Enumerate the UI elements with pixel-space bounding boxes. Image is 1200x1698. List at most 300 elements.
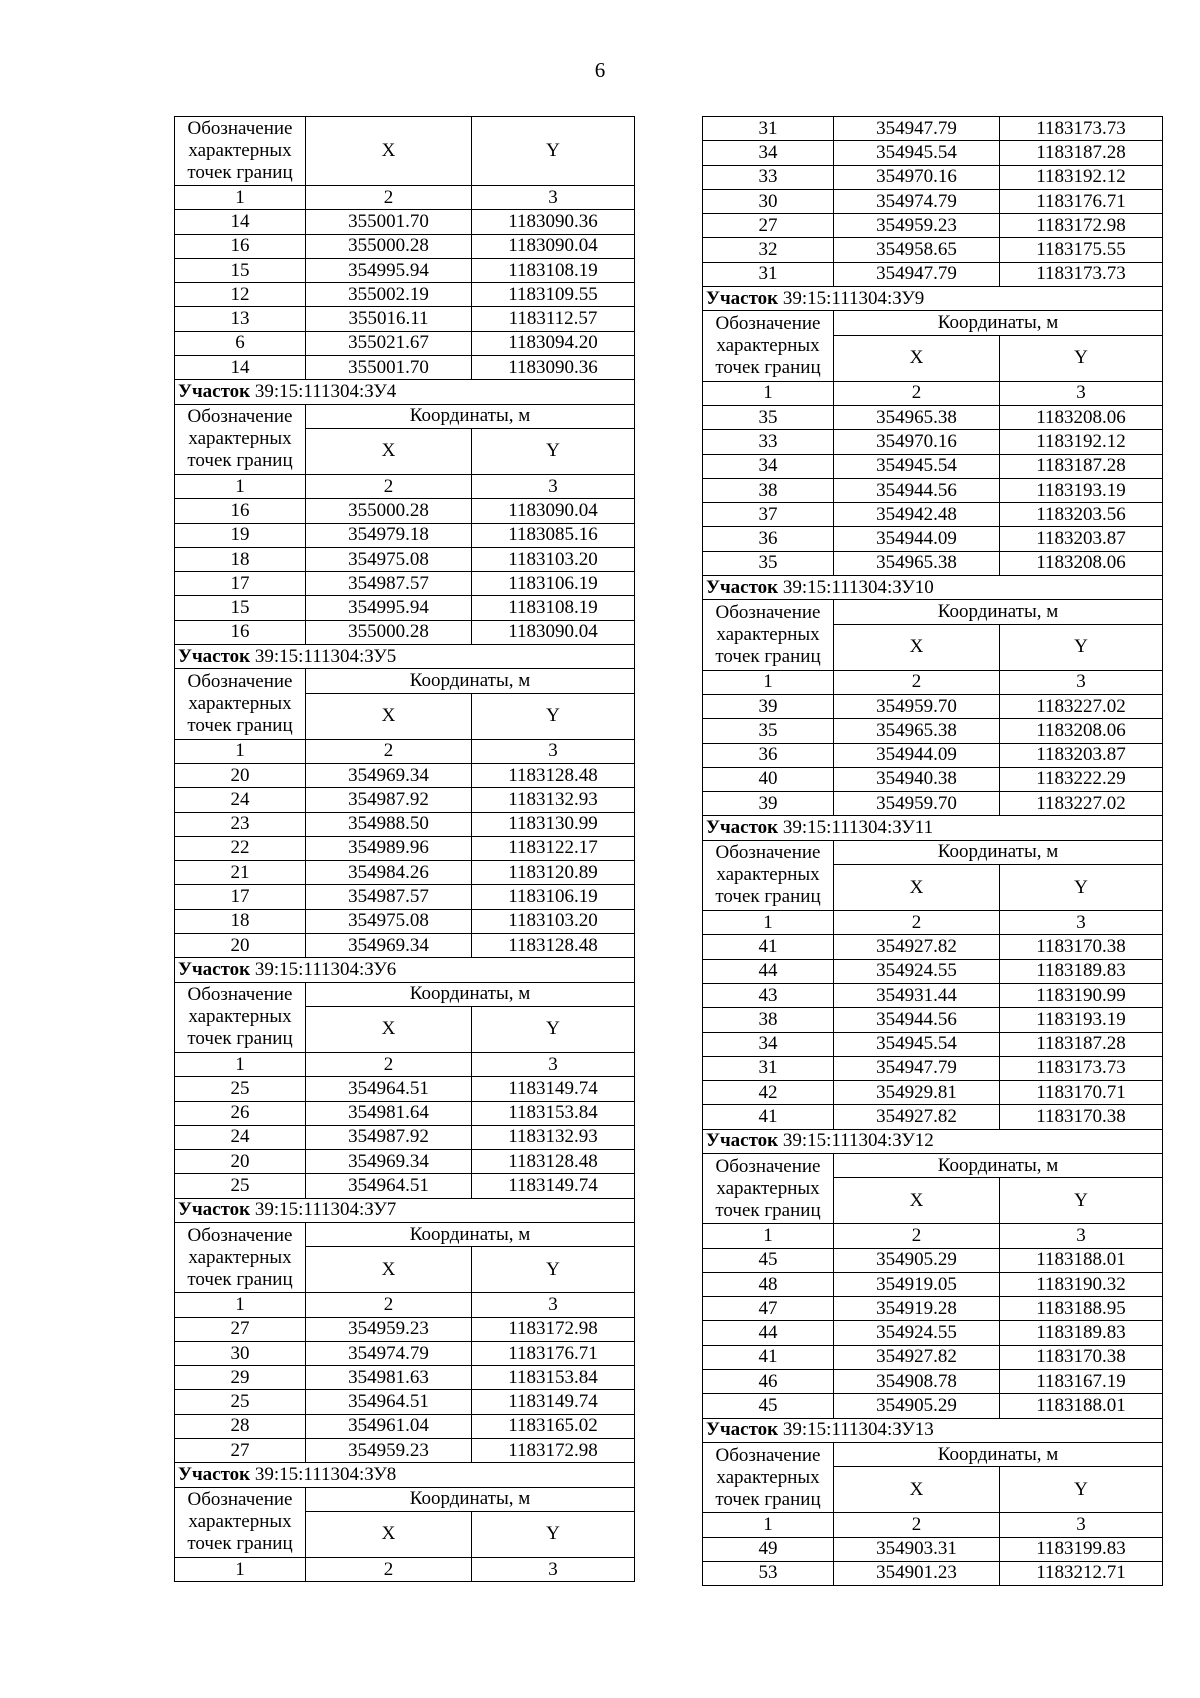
table-row xyxy=(175,1341,635,1365)
point-number: 31 xyxy=(703,262,834,286)
point-number: 33 xyxy=(703,165,834,189)
section-title xyxy=(703,576,1163,600)
x-coordinate: 354969.34 xyxy=(306,934,472,958)
table-row xyxy=(703,792,1163,816)
column-number-row xyxy=(175,474,635,498)
y-coordinate: 1183203.87 xyxy=(1000,743,1163,767)
x-coordinate: 354995.94 xyxy=(306,258,472,282)
point-number: 29 xyxy=(175,1366,306,1390)
designation-header: Обозначение характерных точек границ xyxy=(703,1153,834,1223)
section-title xyxy=(703,1418,1163,1442)
table-row xyxy=(703,1561,1163,1585)
x-coordinate: 355016.11 xyxy=(306,307,472,331)
x-coordinate: 354970.16 xyxy=(834,430,1000,454)
point-number: 19 xyxy=(175,523,306,547)
x-coordinate: 354964.51 xyxy=(306,1390,472,1414)
header-row xyxy=(703,1153,1163,1177)
header-row xyxy=(703,1442,1163,1466)
y-coordinate: 1183203.56 xyxy=(1000,503,1163,527)
x-header: X xyxy=(306,1247,472,1293)
column-number: 2 xyxy=(306,474,472,498)
column-number: 3 xyxy=(1000,1513,1163,1537)
point-number: 20 xyxy=(175,1150,306,1174)
point-number: 44 xyxy=(703,959,834,983)
x-coordinate: 354905.29 xyxy=(834,1394,1000,1418)
point-number: 40 xyxy=(703,767,834,791)
table-row xyxy=(175,788,635,812)
y-coordinate: 1183106.19 xyxy=(472,572,635,596)
y-coordinate: 1183167.19 xyxy=(1000,1370,1163,1394)
page-number: 6 xyxy=(594,58,606,82)
section-id: 39:15:111304:ЗУ8 xyxy=(254,1464,397,1485)
column-number-row xyxy=(703,1513,1163,1537)
column-number: 3 xyxy=(472,739,635,763)
coords-header: Координаты, м xyxy=(306,669,635,693)
column-number-row xyxy=(175,186,635,210)
x-coordinate: 354974.79 xyxy=(306,1341,472,1365)
y-coordinate: 1183170.38 xyxy=(1000,1345,1163,1369)
y-header: Y xyxy=(472,1247,635,1293)
column-number: 3 xyxy=(472,474,635,498)
x-coordinate: 355000.28 xyxy=(306,499,472,523)
point-number: 16 xyxy=(175,234,306,258)
y-coordinate: 1183165.02 xyxy=(472,1414,635,1438)
y-coordinate: 1183085.16 xyxy=(472,523,635,547)
table-row xyxy=(175,523,635,547)
point-number: 39 xyxy=(703,792,834,816)
y-coordinate: 1183187.28 xyxy=(1000,454,1163,478)
table-row xyxy=(175,1125,635,1149)
x-coordinate: 354987.92 xyxy=(306,1125,472,1149)
column-number: 2 xyxy=(306,1052,472,1076)
designation-header: Обозначение характерных точек границ xyxy=(175,669,306,739)
coords-header: Координаты, м xyxy=(306,1487,635,1511)
table-row xyxy=(175,307,635,331)
y-coordinate: 1183112.57 xyxy=(472,307,635,331)
designation-header: Обозначение характерных точек границ xyxy=(175,982,306,1052)
coords-header: Координаты, м xyxy=(306,404,635,428)
point-number: 15 xyxy=(175,596,306,620)
table-row xyxy=(703,478,1163,502)
x-coordinate: 354981.63 xyxy=(306,1366,472,1390)
section-word: Участок xyxy=(706,1419,779,1441)
section-word: Участок xyxy=(706,1130,779,1152)
section-id: 39:15:111304:ЗУ11 xyxy=(782,817,934,839)
x-coordinate: 354959.23 xyxy=(306,1317,472,1341)
section-id: 39:15:111304:ЗУ4 xyxy=(254,381,397,403)
point-number: 45 xyxy=(703,1248,834,1272)
column-number: 3 xyxy=(472,186,635,210)
point-number: 39 xyxy=(703,694,834,718)
column-number: 2 xyxy=(834,1513,1000,1537)
table-row xyxy=(175,909,635,933)
x-coordinate: 354927.82 xyxy=(834,1105,1000,1129)
point-number: 25 xyxy=(175,1390,306,1414)
point-number: 48 xyxy=(703,1272,834,1296)
y-coordinate: 1183103.20 xyxy=(472,547,635,571)
y-coordinate: 1183109.55 xyxy=(472,283,635,307)
x-coordinate: 354940.38 xyxy=(834,767,1000,791)
y-coordinate: 1183173.73 xyxy=(1000,1056,1163,1080)
section-title xyxy=(703,816,1163,840)
y-coordinate: 1183120.89 xyxy=(472,861,635,885)
section-title-row xyxy=(703,816,1163,840)
point-number: 35 xyxy=(703,551,834,575)
y-header: Y xyxy=(1000,1178,1163,1224)
x-coordinate: 354975.08 xyxy=(306,909,472,933)
coords-header: Координаты, м xyxy=(306,1222,635,1246)
y-coordinate: 1183149.74 xyxy=(472,1390,635,1414)
x-coordinate: 354944.09 xyxy=(834,527,1000,551)
x-coordinate: 354942.48 xyxy=(834,503,1000,527)
y-coordinate: 1183090.04 xyxy=(472,620,635,644)
designation-header: Обозначение характерных точек границ xyxy=(175,1487,306,1557)
x-coordinate: 354961.04 xyxy=(306,1414,472,1438)
point-number: 46 xyxy=(703,1370,834,1394)
section-title xyxy=(175,1463,635,1487)
table-row xyxy=(703,165,1163,189)
y-coordinate: 1183176.71 xyxy=(472,1341,635,1365)
table-row xyxy=(703,1370,1163,1394)
column-number: 1 xyxy=(175,1293,306,1317)
coords-header: Координаты, м xyxy=(834,1153,1163,1177)
x-coordinate: 354988.50 xyxy=(306,812,472,836)
y-coordinate: 1183187.28 xyxy=(1000,141,1163,165)
table-row xyxy=(703,959,1163,983)
header-row xyxy=(175,117,635,186)
table-row xyxy=(175,812,635,836)
y-header: Y xyxy=(472,428,635,474)
column-number: 1 xyxy=(703,381,834,405)
column-number: 3 xyxy=(472,1557,635,1581)
table-row xyxy=(703,1248,1163,1272)
table-row xyxy=(175,283,635,307)
table-row xyxy=(175,1414,635,1438)
section-title-row xyxy=(703,287,1163,311)
point-number: 25 xyxy=(175,1077,306,1101)
point-number: 20 xyxy=(175,763,306,787)
x-coordinate: 354944.56 xyxy=(834,478,1000,502)
x-coordinate: 354903.31 xyxy=(834,1537,1000,1561)
y-coordinate: 1183103.20 xyxy=(472,909,635,933)
table-row xyxy=(175,885,635,909)
point-number: 34 xyxy=(703,141,834,165)
section-word: Участок xyxy=(178,1199,251,1221)
x-header: X xyxy=(834,1467,1000,1513)
x-coordinate: 354964.51 xyxy=(306,1077,472,1101)
x-header: X xyxy=(834,624,1000,670)
section-title xyxy=(175,645,635,669)
x-coordinate: 354945.54 xyxy=(834,1032,1000,1056)
column-number: 1 xyxy=(703,1513,834,1537)
table-row xyxy=(175,1390,635,1414)
header-row xyxy=(175,669,635,693)
y-coordinate: 1183193.19 xyxy=(1000,478,1163,502)
column-number: 2 xyxy=(306,1293,472,1317)
y-coordinate: 1183189.83 xyxy=(1000,1321,1163,1345)
designation-header: Обозначение характерных точек границ xyxy=(175,117,306,186)
x-coordinate: 355000.28 xyxy=(306,234,472,258)
x-coordinate: 354974.79 xyxy=(834,189,1000,213)
x-coordinate: 354979.18 xyxy=(306,523,472,547)
x-coordinate: 354947.79 xyxy=(834,117,1000,141)
y-coordinate: 1183222.29 xyxy=(1000,767,1163,791)
x-header: X xyxy=(834,865,1000,911)
point-number: 13 xyxy=(175,307,306,331)
point-number: 27 xyxy=(703,214,834,238)
point-number: 53 xyxy=(703,1561,834,1585)
y-coordinate: 1183090.36 xyxy=(472,210,635,234)
x-coordinate: 354965.38 xyxy=(834,719,1000,743)
column-number: 2 xyxy=(834,670,1000,694)
point-number: 17 xyxy=(175,572,306,596)
x-coordinate: 354929.81 xyxy=(834,1081,1000,1105)
table-row xyxy=(175,861,635,885)
y-header: Y xyxy=(1000,1467,1163,1513)
x-coordinate: 354989.96 xyxy=(306,836,472,860)
y-coordinate: 1183128.48 xyxy=(472,934,635,958)
table-row xyxy=(703,1008,1163,1032)
x-coordinate: 354958.65 xyxy=(834,238,1000,262)
y-coordinate: 1183128.48 xyxy=(472,1150,635,1174)
section-title-row xyxy=(703,576,1163,600)
table-row xyxy=(175,331,635,355)
section-title xyxy=(175,1198,635,1222)
y-coordinate: 1183212.71 xyxy=(1000,1561,1163,1585)
table-row xyxy=(175,934,635,958)
table-row xyxy=(175,572,635,596)
table-row xyxy=(175,210,635,234)
table-row xyxy=(703,189,1163,213)
x-coordinate: 354970.16 xyxy=(834,165,1000,189)
left-column xyxy=(174,116,635,1582)
table-row xyxy=(175,499,635,523)
table-row xyxy=(175,356,635,380)
coords-header: Координаты, м xyxy=(306,982,635,1006)
point-number: 41 xyxy=(703,935,834,959)
section-title-row xyxy=(703,1129,1163,1153)
section-title-row xyxy=(175,380,635,404)
table-row xyxy=(703,262,1163,286)
point-number: 22 xyxy=(175,836,306,860)
point-number: 28 xyxy=(175,1414,306,1438)
y-coordinate: 1183130.99 xyxy=(472,812,635,836)
y-coordinate: 1183108.19 xyxy=(472,596,635,620)
section-word: Участок xyxy=(178,645,251,667)
y-coordinate: 1183170.38 xyxy=(1000,935,1163,959)
y-coordinate: 1183172.98 xyxy=(1000,214,1163,238)
point-number: 17 xyxy=(175,885,306,909)
x-header: X xyxy=(306,693,472,739)
x-header: X xyxy=(834,1178,1000,1224)
column-number: 2 xyxy=(306,739,472,763)
y-coordinate: 1183173.73 xyxy=(1000,262,1163,286)
point-number: 35 xyxy=(703,405,834,429)
coords-header: Координаты, м xyxy=(834,840,1163,864)
column-number: 3 xyxy=(1000,911,1163,935)
point-number: 49 xyxy=(703,1537,834,1561)
x-coordinate: 354945.54 xyxy=(834,141,1000,165)
section-title xyxy=(175,958,635,982)
coords-header: Координаты, м xyxy=(834,311,1163,335)
column-number: 2 xyxy=(306,186,472,210)
section-id: 39:15:111304:ЗУ7 xyxy=(254,1199,397,1221)
column-number: 2 xyxy=(834,1224,1000,1248)
column-number: 2 xyxy=(834,911,1000,935)
table-row xyxy=(175,1101,635,1125)
y-coordinate: 1183132.93 xyxy=(472,1125,635,1149)
designation-header: Обозначение характерных точек границ xyxy=(175,404,306,474)
y-coordinate: 1183153.84 xyxy=(472,1366,635,1390)
table-row xyxy=(175,1439,635,1463)
section-word: Участок xyxy=(706,576,779,598)
point-number: 41 xyxy=(703,1345,834,1369)
section-id: 39:15:111304:ЗУ10 xyxy=(782,576,934,598)
y-header: Y xyxy=(1000,624,1163,670)
header-row xyxy=(175,1487,635,1511)
point-number: 23 xyxy=(175,812,306,836)
header-row xyxy=(175,982,635,1006)
x-coordinate: 354969.34 xyxy=(306,763,472,787)
table-row xyxy=(703,719,1163,743)
column-number: 1 xyxy=(175,1557,306,1581)
y-coordinate: 1183090.36 xyxy=(472,356,635,380)
x-header: X xyxy=(306,428,472,474)
section-title-row xyxy=(175,645,635,669)
table-row xyxy=(703,1297,1163,1321)
x-coordinate: 354924.55 xyxy=(834,959,1000,983)
x-coordinate: 355002.19 xyxy=(306,283,472,307)
x-coordinate: 354965.38 xyxy=(834,551,1000,575)
point-number: 44 xyxy=(703,1321,834,1345)
point-number: 36 xyxy=(703,743,834,767)
x-coordinate: 354995.94 xyxy=(306,596,472,620)
x-coordinate: 354959.23 xyxy=(834,214,1000,238)
x-coordinate: 354944.56 xyxy=(834,1008,1000,1032)
y-coordinate: 1183208.06 xyxy=(1000,551,1163,575)
x-coordinate: 354944.09 xyxy=(834,743,1000,767)
column-number-row xyxy=(703,670,1163,694)
header-row xyxy=(703,840,1163,864)
x-coordinate: 354959.23 xyxy=(306,1439,472,1463)
point-number: 14 xyxy=(175,210,306,234)
section-title-row xyxy=(175,1463,635,1487)
y-coordinate: 1183108.19 xyxy=(472,258,635,282)
point-number: 35 xyxy=(703,719,834,743)
point-number: 27 xyxy=(175,1317,306,1341)
point-number: 20 xyxy=(175,934,306,958)
y-coordinate: 1183189.83 xyxy=(1000,959,1163,983)
column-number-row xyxy=(703,381,1163,405)
point-number: 41 xyxy=(703,1105,834,1129)
x-coordinate: 354987.57 xyxy=(306,885,472,909)
table-row xyxy=(703,1345,1163,1369)
table-row xyxy=(175,547,635,571)
y-coordinate: 1183128.48 xyxy=(472,763,635,787)
x-coordinate: 354947.79 xyxy=(834,1056,1000,1080)
column-number: 1 xyxy=(175,1052,306,1076)
point-number: 34 xyxy=(703,454,834,478)
point-number: 12 xyxy=(175,283,306,307)
x-coordinate: 354908.78 xyxy=(834,1370,1000,1394)
section-word: Участок xyxy=(178,958,251,980)
y-coordinate: 1183188.01 xyxy=(1000,1248,1163,1272)
y-coordinate: 1183192.12 xyxy=(1000,165,1163,189)
section-id: 39:15:111304:ЗУ9 xyxy=(782,287,925,309)
point-number: 34 xyxy=(703,1032,834,1056)
column-number: 2 xyxy=(834,381,1000,405)
y-coordinate: 1183190.99 xyxy=(1000,983,1163,1007)
section-title xyxy=(175,380,635,404)
column-number-row xyxy=(175,1293,635,1317)
table-row xyxy=(175,1366,635,1390)
coordinates-table-right xyxy=(702,116,1163,1586)
point-number: 42 xyxy=(703,1081,834,1105)
column-number: 1 xyxy=(703,670,834,694)
point-number: 18 xyxy=(175,909,306,933)
section-title-row xyxy=(703,1418,1163,1442)
table-row xyxy=(175,1150,635,1174)
designation-header: Обозначение характерных точек границ xyxy=(175,1222,306,1292)
table-row xyxy=(703,527,1163,551)
x-header: X xyxy=(306,117,472,186)
y-coordinate: 1183153.84 xyxy=(472,1101,635,1125)
section-id: 39:15:111304:ЗУ6 xyxy=(254,958,397,980)
y-coordinate: 1183090.04 xyxy=(472,234,635,258)
y-coordinate: 1183192.12 xyxy=(1000,430,1163,454)
x-coordinate: 354981.64 xyxy=(306,1101,472,1125)
column-number-row xyxy=(175,1557,635,1581)
x-coordinate: 354905.29 xyxy=(834,1248,1000,1272)
y-coordinate: 1183203.87 xyxy=(1000,527,1163,551)
y-coordinate: 1183188.95 xyxy=(1000,1297,1163,1321)
table-row xyxy=(703,1321,1163,1345)
column-number-row xyxy=(703,1224,1163,1248)
y-coordinate: 1183227.02 xyxy=(1000,694,1163,718)
point-number: 16 xyxy=(175,499,306,523)
y-coordinate: 1183122.17 xyxy=(472,836,635,860)
point-number: 24 xyxy=(175,1125,306,1149)
designation-header: Обозначение характерных точек границ xyxy=(703,840,834,910)
table-row xyxy=(703,1105,1163,1129)
y-coordinate: 1183170.71 xyxy=(1000,1081,1163,1105)
y-header: Y xyxy=(472,117,635,186)
point-number: 32 xyxy=(703,238,834,262)
point-number: 14 xyxy=(175,356,306,380)
y-coordinate: 1183190.32 xyxy=(1000,1272,1163,1296)
x-coordinate: 354931.44 xyxy=(834,983,1000,1007)
header-row xyxy=(703,311,1163,335)
table-row xyxy=(175,596,635,620)
section-word: Участок xyxy=(706,817,779,839)
point-number: 36 xyxy=(703,527,834,551)
x-coordinate: 354965.38 xyxy=(834,405,1000,429)
table-row xyxy=(703,454,1163,478)
section-title xyxy=(703,1129,1163,1153)
point-number: 38 xyxy=(703,1008,834,1032)
y-coordinate: 1183199.83 xyxy=(1000,1537,1163,1561)
y-coordinate: 1183188.01 xyxy=(1000,1394,1163,1418)
x-coordinate: 355001.70 xyxy=(306,356,472,380)
section-word: Участок xyxy=(178,1464,251,1485)
y-coordinate: 1183090.04 xyxy=(472,499,635,523)
point-number: 24 xyxy=(175,788,306,812)
column-number: 2 xyxy=(306,1557,472,1581)
x-coordinate: 354947.79 xyxy=(834,262,1000,286)
y-coordinate: 1183149.74 xyxy=(472,1077,635,1101)
header-row xyxy=(175,404,635,428)
y-coordinate: 1183172.98 xyxy=(472,1317,635,1341)
